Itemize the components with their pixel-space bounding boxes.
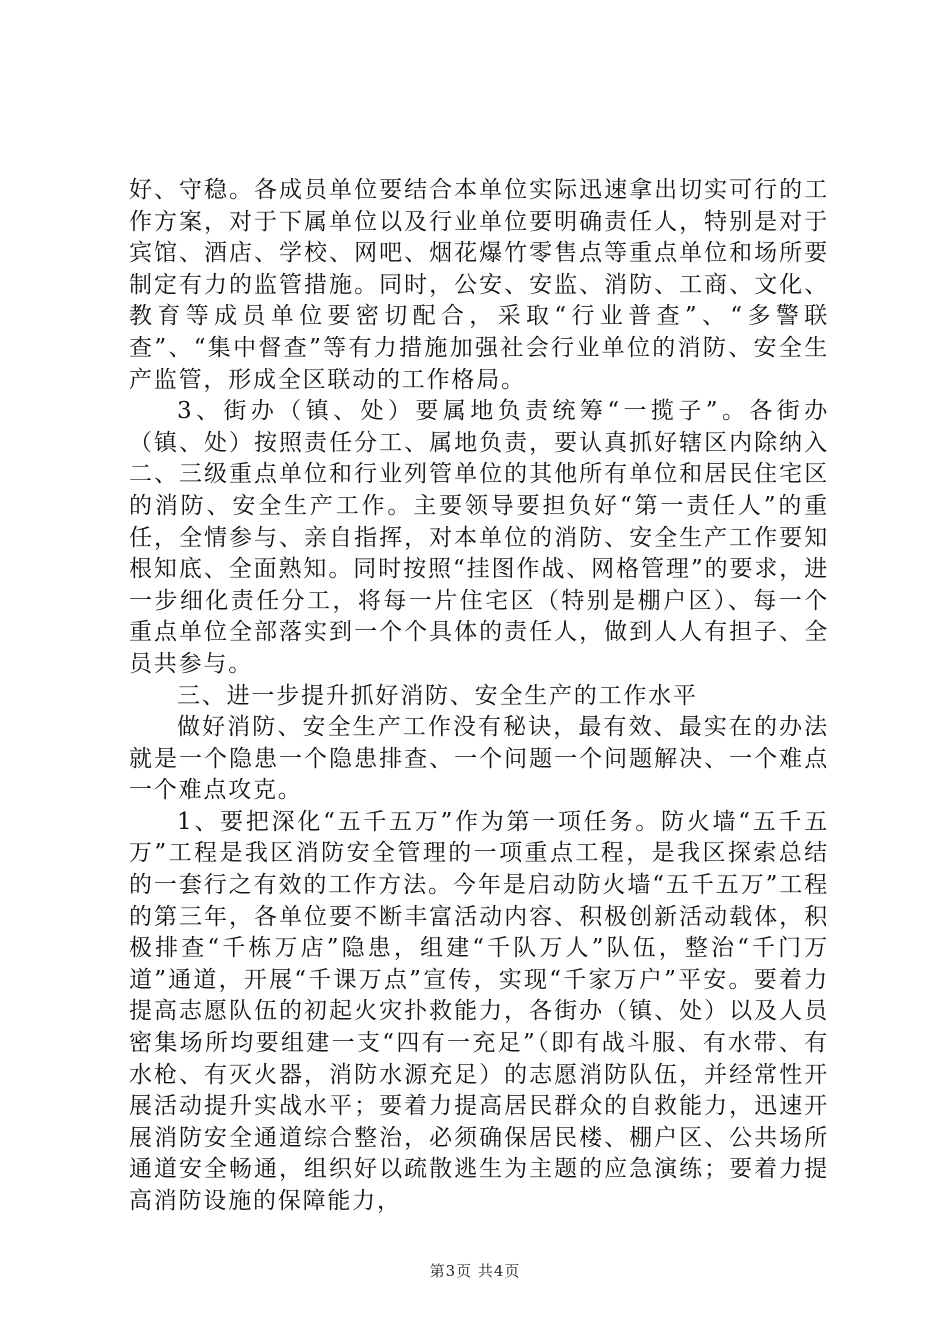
paragraph-item-1: 1、要把深化“五千五万”作为第一项任务。防火墙“五千五万”工程是我区消防安全管理的一项重点工程，是我区探索总结的一套行之有效的工作方法。今年是启动防火墙“五千五万”工程的第三年，各单位要不断丰富活动内容、积极创新活动载体，积极排查“千栋万店”隐患，组建“千队万人”队伍，整治“千门万道”通道，开展“千课万点”宣传，实现“千家万户”平安。要着力提高志愿队伍的初起火灾扑救能力，各街办（镇、处）以及人员密集场所均要组建一支“四有一充足”（即有战斗服、有水带、有水枪、有灭火器，消防水源充足）的志愿消防队伍，并经常性开展活动提升实战水平；要着力提高居民群众的自救能力，迅速开展消防安全通道综合整治，必须确保居民楼、棚户区、公共场所通道安全畅通，组织好以疏散逃生为主题的应急演练；要着力提高消防设施的保障能力， <box>129 808 829 1214</box>
paragraph-item-3: 3、街办（镇、处）要属地负责统筹“一揽子”。各街办（镇、处）按照责任分工、属地负责，要认真抓好辖区内除纳入二、三级重点单位和行业列管单位的其他所有单位和居民住宅区的消防、安全生产工作。主要领导要担负好“第一责任人”的重任，全情参与、亲自指挥，对本单位的消防、安全生产工作要知根知底、全面熟知。同时按照“挂图作战、网格管理”的要求，进一步细化责任分工，将每一片住宅区（特别是棚户区）、每一个重点单位全部落实到一个个具体的责任人，做到人人有担子、全员共参与。 <box>129 398 829 677</box>
paragraph-intro: 做好消防、安全生产工作没有秘诀，最有效、最实在的办法就是一个隐患一个隐患排查、一个问题一个问题解决、一个难点一个难点攻克。 <box>129 714 829 804</box>
page-footer: 第3页 共4页 <box>429 1262 521 1280</box>
paragraph-continuation: 好、守稳。各成员单位要结合本单位实际迅速拿出切实可行的工作方案，对于下属单位以及行业单位要明确责任人，特别是对于宾馆、酒店、学校、网吧、烟花爆竹零售点等重点单位和场所要制定有力的监管措施。同时，公安、安监、消防、工商、文化、教育等成员单位要密切配合，采取“行业普查”、“多警联查”、“集中督查”等有力措施加强社会行业单位的消防、安全生产监管，形成全区联动的工作格局。 <box>129 177 829 393</box>
document-body <box>129 175 829 1218</box>
section-heading-3: 三、进一步提升抓好消防、安全生产的工作水平 <box>177 682 698 709</box>
